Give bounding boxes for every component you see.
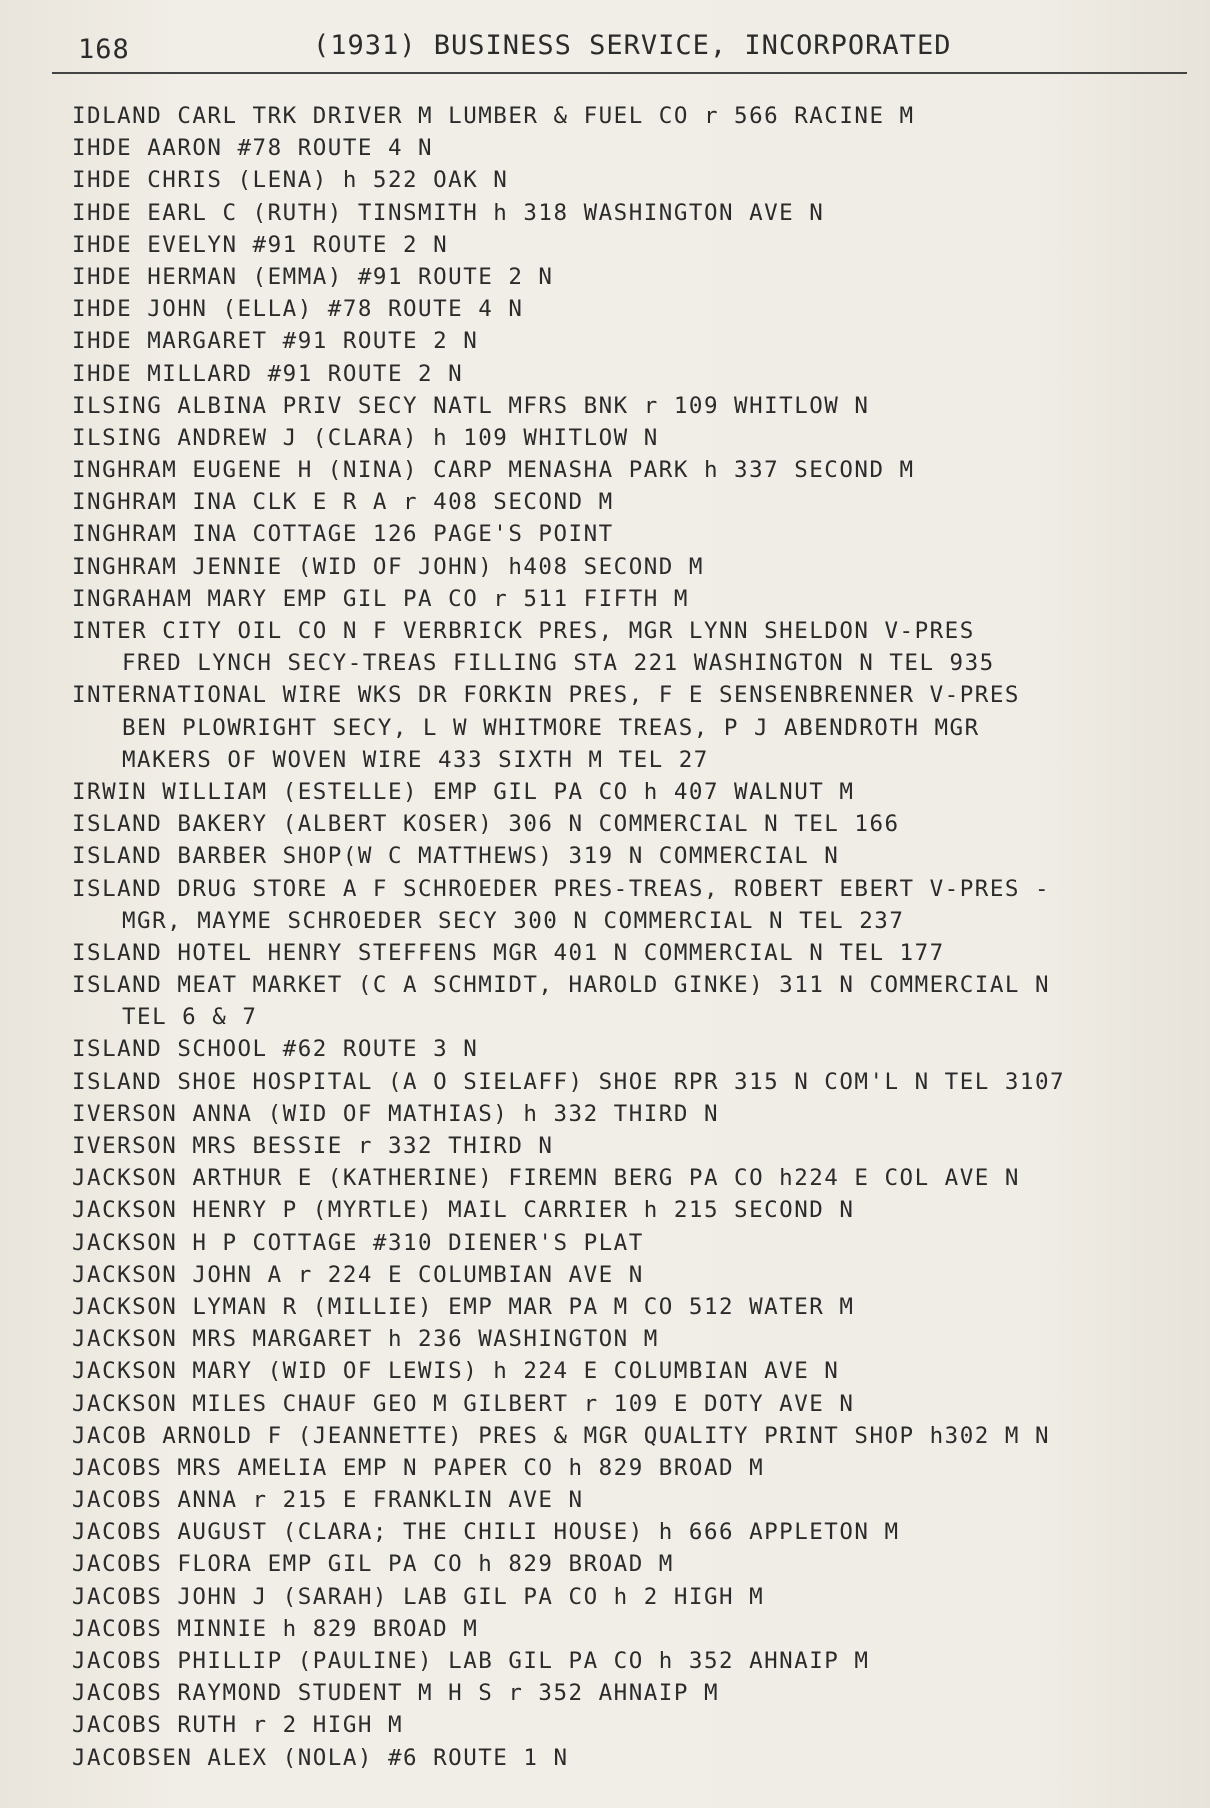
directory-entry: INGHRAM INA COTTAGE 126 PAGE'S POINT <box>72 521 614 548</box>
directory-entry: ISLAND MEAT MARKET (C A SCHMIDT, HAROLD GINKE) 311 N COMMERCIAL N <box>72 972 1050 999</box>
directory-entry: JACKSON LYMAN R (MILLIE) EMP MAR PA M CO 512 WATER M <box>72 1293 855 1320</box>
directory-entry: JACOB ARNOLD F (JEANNETTE) PRES & MGR QUALITY PRINT SHOP h302 M N <box>72 1422 1050 1449</box>
directory-entry: IDLAND CARL TRK DRIVER M LUMBER & FUEL CO r 566 RACINE M <box>72 103 915 129</box>
directory-entry: ISLAND SHOE HOSPITAL (A O SIELAFF) SHOE RPR 315 N COM'L N TEL 3107 <box>72 1068 1066 1095</box>
directory-entry: ILSING ALBINA PRIV SECY NATL MFRS BNK r 109 WHITLOW N <box>72 392 870 419</box>
directory-entry: JACOBS ANNA r 215 E FRANKLIN AVE N <box>72 1487 584 1514</box>
directory-entry: INTER CITY OIL CO N F VERBRICK PRES, MGR LYNN SHELDON V-PRES <box>72 618 975 644</box>
directory-entry: JACOBS AUGUST (CLARA; THE CHILI HOUSE) h 666 APPLETON M <box>72 1519 900 1546</box>
directory-entry: JACKSON JOHN A r 224 E COLUMBIAN AVE N <box>72 1261 644 1288</box>
directory-entry: JACOBS RUTH r 2 HIGH M <box>72 1712 404 1739</box>
directory-entry: JACKSON MARY (WID OF LEWIS) h 224 E COLUMBIAN AVE N <box>72 1358 840 1385</box>
directory-entry: ISLAND SCHOOL #62 ROUTE 3 N <box>72 1036 479 1063</box>
directory-entry: JACKSON HENRY P (MYRTLE) MAIL CARRIER h 215 SECOND N <box>72 1197 855 1224</box>
directory-entry-continuation: MAKERS OF WOVEN WIRE 433 SIXTH M TEL 27 <box>122 746 709 773</box>
directory-entry: IHDE MARGARET #91 ROUTE 2 N <box>72 328 479 355</box>
directory-entry: INGHRAM INA CLK E R A r 408 SECOND M <box>72 489 614 516</box>
header-rule <box>52 72 1187 74</box>
directory-entry: ISLAND DRUG STORE A F SCHROEDER PRES-TREAS, ROBERT EBERT V-PRES - <box>72 875 1050 902</box>
directory-entry: JACKSON MRS MARGARET h 236 WASHINGTON M <box>72 1326 659 1353</box>
directory-entry: IHDE EARL C (RUTH) TINSMITH h 318 WASHINGTON AVE N <box>72 199 825 226</box>
directory-entry: JACOBS JOHN J (SARAH) LAB GIL PA CO h 2 HIGH M <box>72 1583 765 1610</box>
directory-entry: INGHRAM JENNIE (WID OF JOHN) h408 SECOND M <box>72 553 704 580</box>
directory-entry: ISLAND HOTEL HENRY STEFFENS MGR 401 N COMMERCIAL N TEL 177 <box>72 939 945 966</box>
directory-entry-continuation: BEN PLOWRIGHT SECY, L W WHITMORE TREAS, P J ABENDROTH MGR <box>122 714 980 741</box>
directory-entries <box>72 100 1197 1774</box>
directory-entry: IHDE MILLARD #91 ROUTE 2 N <box>72 360 464 387</box>
directory-entry-continuation: MGR, MAYME SCHROEDER SECY 300 N COMMERCIAL N TEL 237 <box>122 907 905 934</box>
directory-entry: ILSING ANDREW J (CLARA) h 109 WHITLOW N <box>72 424 659 451</box>
directory-entry: JACOBS PHILLIP (PAULINE) LAB GIL PA CO h 352 AHNAIP M <box>72 1648 870 1674</box>
directory-entry: JACOBS MINNIE h 829 BROAD M <box>72 1615 479 1642</box>
directory-entry: IRWIN WILLIAM (ESTELLE) EMP GIL PA CO h 407 WALNUT M <box>72 778 855 805</box>
page-title: (1931) BUSINESS SERVICE, INCORPORATED <box>313 30 952 61</box>
directory-entry: JACOBSEN ALEX (NOLA) #6 ROUTE 1 N <box>72 1744 569 1771</box>
directory-entry: JACOBS FLORA EMP GIL PA CO h 829 BROAD M <box>72 1551 674 1578</box>
directory-entry: JACKSON MILES CHAUF GEO M GILBERT r 109 E DOTY AVE N <box>72 1390 855 1417</box>
directory-entry: ISLAND BAKERY (ALBERT KOSER) 306 N COMMERCIAL N TEL 166 <box>72 811 900 838</box>
directory-entry: IHDE JOHN (ELLA) #78 ROUTE 4 N <box>72 296 524 323</box>
directory-entry: JACOBS MRS AMELIA EMP N PAPER CO h 829 BROAD M <box>72 1454 765 1481</box>
directory-entry: IHDE AARON #78 ROUTE 4 N <box>72 135 434 162</box>
directory-entry: JACOBS RAYMOND STUDENT M H S r 352 AHNAIP M <box>72 1680 719 1707</box>
directory-entry: IVERSON MRS BESSIE r 332 THIRD N <box>72 1133 554 1159</box>
directory-entry: JACKSON H P COTTAGE #310 DIENER'S PLAT <box>72 1229 644 1256</box>
directory-entry: INGHRAM EUGENE H (NINA) CARP MENASHA PARK h 337 SECOND M <box>72 457 915 484</box>
directory-entry: IHDE CHRIS (LENA) h 522 OAK N <box>72 167 509 194</box>
directory-entry-continuation: FRED LYNCH SECY-TREAS FILLING STA 221 WASHINGTON N TEL 935 <box>122 650 995 677</box>
directory-entry: ISLAND BARBER SHOP(W C MATTHEWS) 319 N COMMERCIAL N <box>72 843 840 870</box>
directory-entry: IVERSON ANNA (WID OF MATHIAS) h 332 THIRD N <box>72 1100 719 1127</box>
directory-entry: IHDE HERMAN (EMMA) #91 ROUTE 2 N <box>72 263 554 290</box>
directory-entry: INGRAHAM MARY EMP GIL PA CO r 511 FIFTH M <box>72 585 689 612</box>
directory-entry: JACKSON ARTHUR E (KATHERINE) FIREMN BERG PA CO h224 E COL AVE N <box>72 1165 1020 1192</box>
directory-entry: INTERNATIONAL WIRE WKS DR FORKIN PRES, F E SENSENBRENNER V-PRES <box>72 682 1020 709</box>
page-header <box>78 30 1178 64</box>
page-number: 168 <box>78 34 130 65</box>
directory-entry: IHDE EVELYN #91 ROUTE 2 N <box>72 231 449 258</box>
directory-entry-continuation: TEL 6 & 7 <box>122 1004 258 1031</box>
